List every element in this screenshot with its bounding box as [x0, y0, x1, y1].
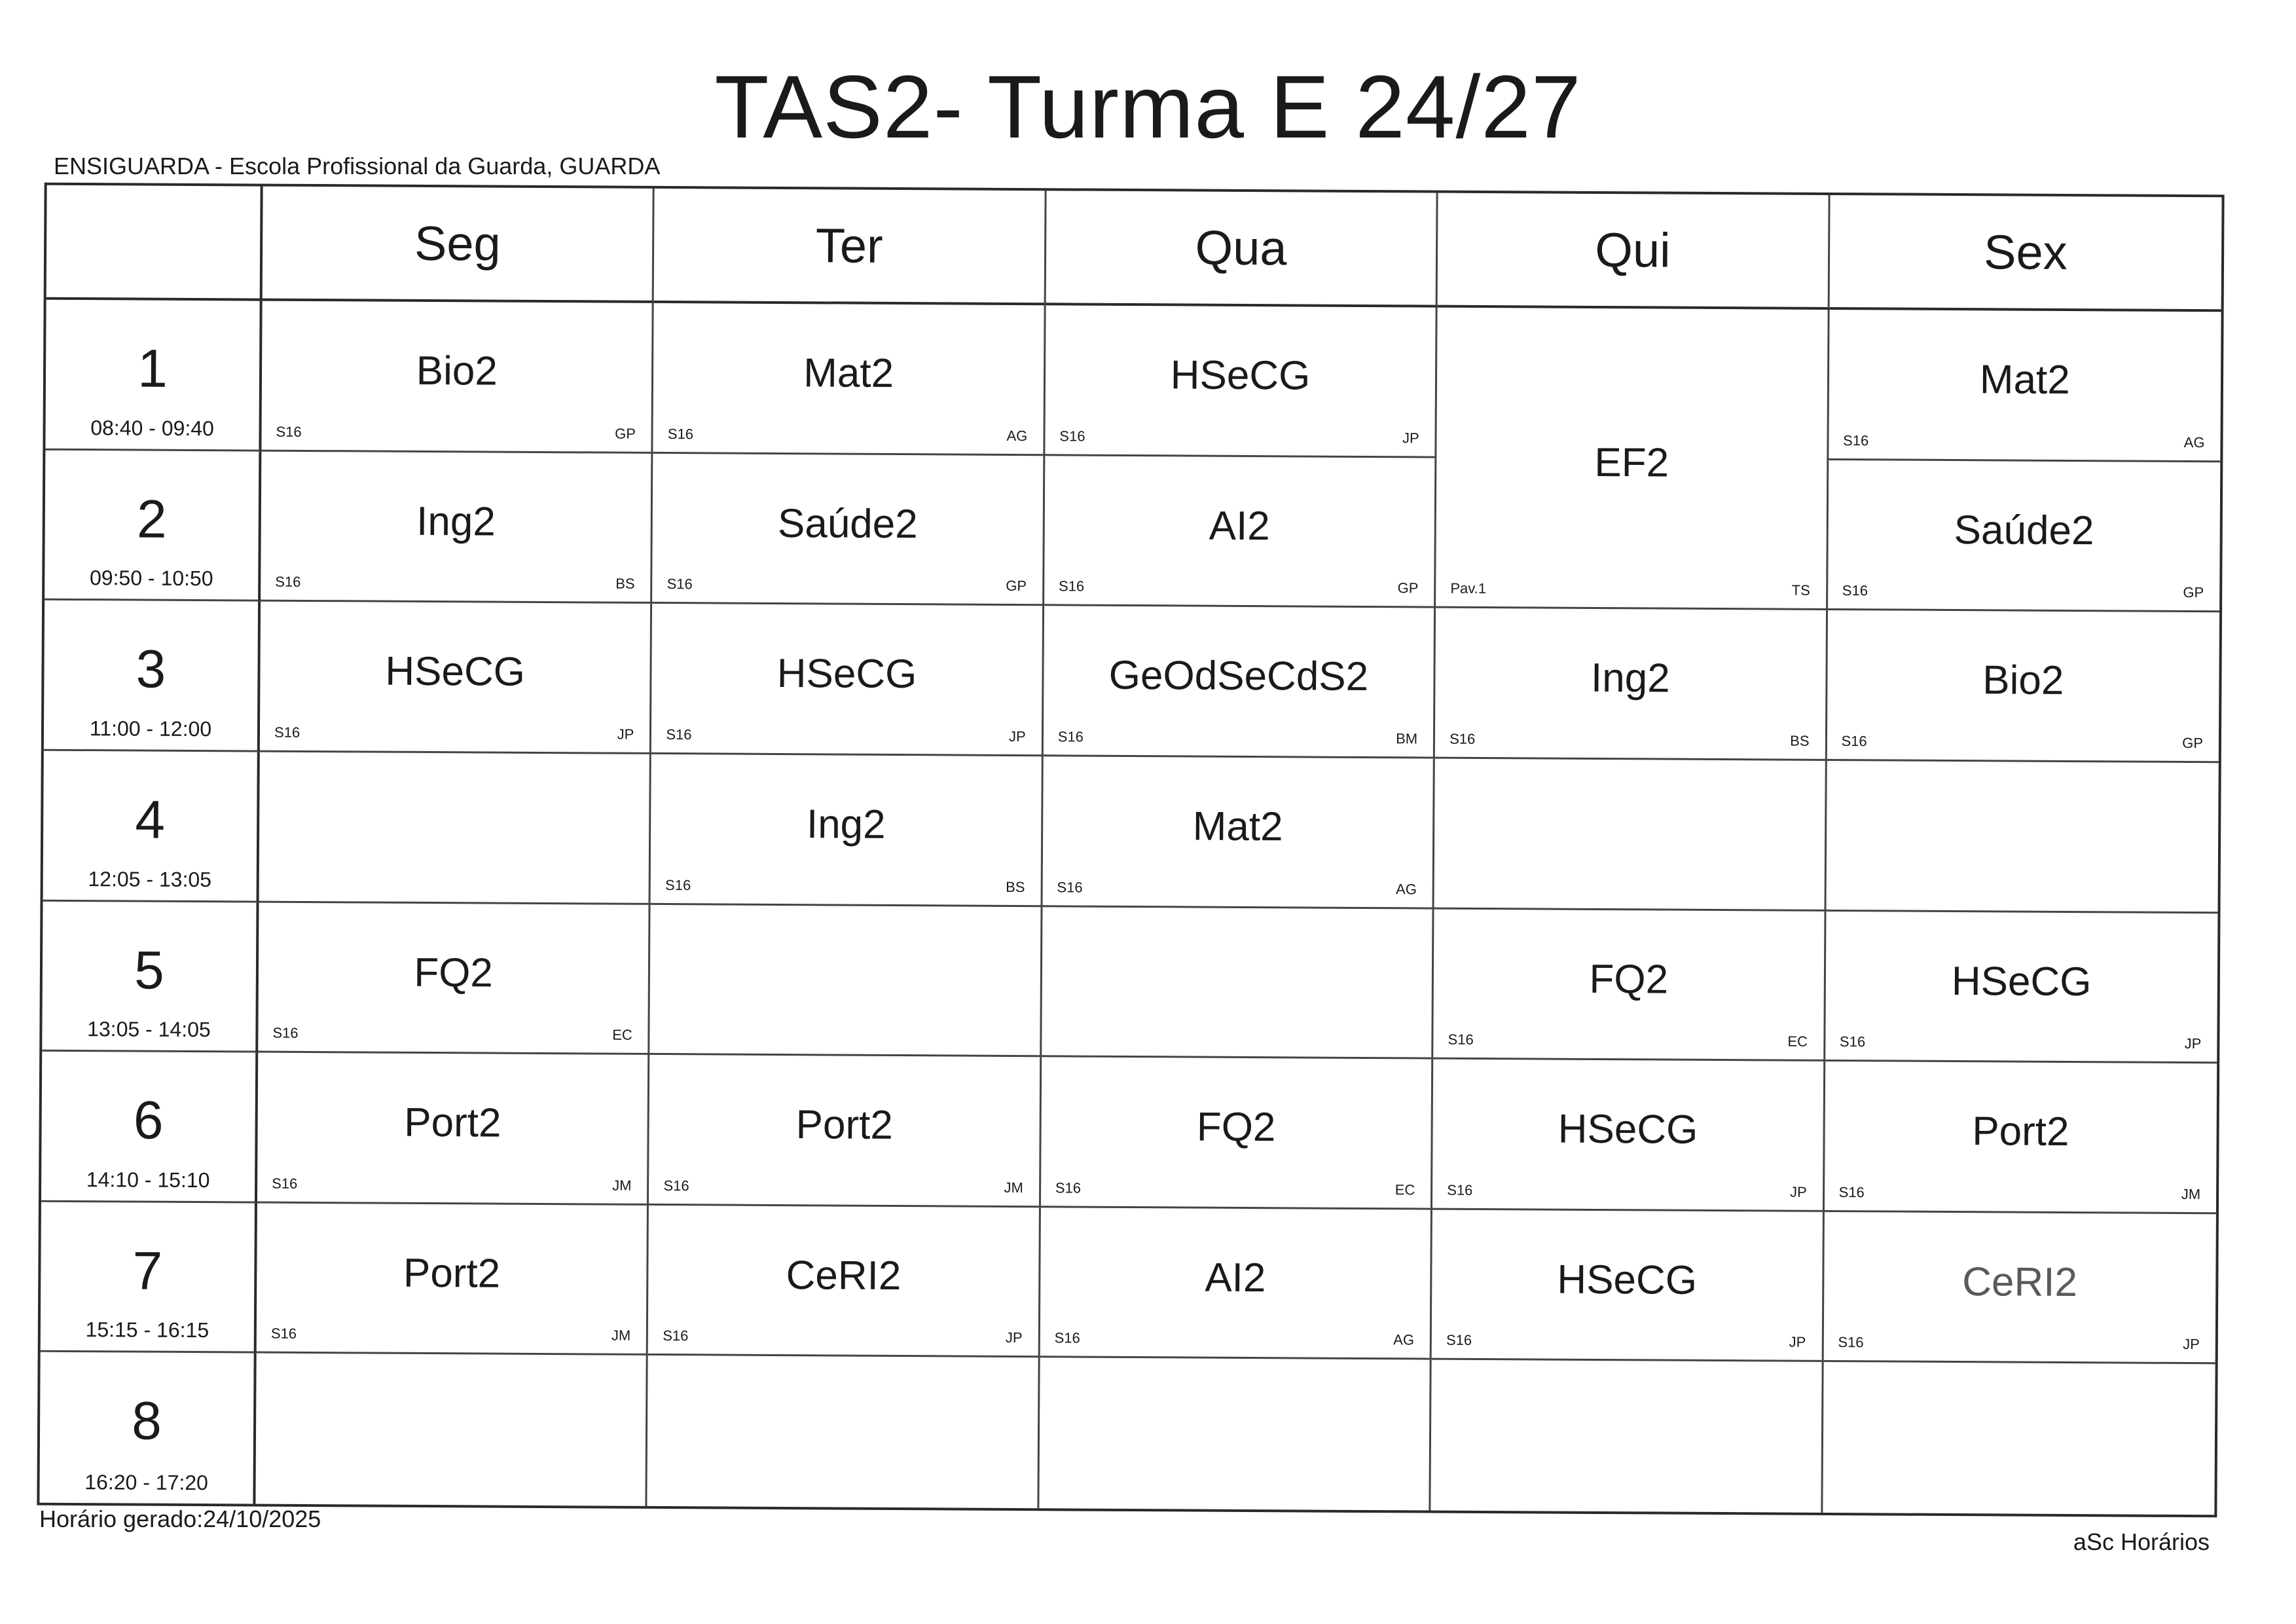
period-time: 12:05 - 13:05: [88, 866, 212, 891]
lesson-teacher: JP: [2184, 1035, 2202, 1052]
empty-cell: [1039, 1358, 1432, 1511]
lesson-cell: [648, 1206, 1041, 1358]
day-header-qui: Qui: [1438, 193, 1830, 310]
lesson-room: S16: [663, 1327, 689, 1344]
empty-cell: [647, 1356, 1040, 1508]
lesson-teacher: EC: [1394, 1181, 1415, 1198]
empty-cell: [1042, 907, 1434, 1060]
period-number: 3: [136, 639, 166, 700]
lesson-teacher: BM: [1396, 730, 1418, 747]
period-8: [39, 1352, 256, 1504]
period-time: 14:10 - 15:10: [86, 1167, 210, 1192]
period-1: [45, 300, 262, 451]
lesson-room: S16: [1447, 1181, 1473, 1198]
lesson-teacher: JM: [1004, 1179, 1023, 1196]
lesson-room: S16: [666, 576, 693, 593]
lesson-subject: AI2: [1209, 503, 1270, 549]
empty-cell: [1823, 1362, 2215, 1515]
lesson-room: S16: [1838, 1183, 1865, 1201]
lesson-subject: HSeCG: [776, 651, 917, 697]
school-name: ENSIGUARDA - Escola Profissional da Guarda, GUARDA: [54, 153, 661, 179]
lesson-teacher: GP: [2182, 734, 2204, 752]
lesson-subject: Bio2: [416, 348, 498, 394]
period-3: [44, 600, 261, 752]
period-number: 7: [132, 1241, 163, 1301]
lesson-room: S16: [270, 1325, 297, 1342]
empty-cell: [1434, 758, 1827, 911]
lesson-subject: Port2: [404, 1099, 501, 1146]
empty-cell: [1826, 761, 2219, 913]
lesson-cell: [651, 754, 1044, 907]
lesson-teacher: GP: [1006, 578, 1027, 595]
lesson-teacher: JM: [2181, 1185, 2201, 1202]
lesson-cell: [258, 902, 651, 1055]
lesson-cell: [1044, 606, 1436, 759]
lesson-subject: Mat2: [1192, 803, 1283, 850]
lesson-teacher: TS: [1791, 581, 1810, 599]
lesson-cell: [257, 1053, 650, 1206]
lesson-room: S16: [663, 1177, 689, 1194]
lesson-room: S16: [276, 423, 302, 440]
lesson-room: S16: [1449, 730, 1476, 747]
lesson-cell: [1433, 909, 1826, 1061]
lesson-cell: [649, 1055, 1042, 1208]
lesson-cell: [1825, 1061, 2217, 1214]
lesson-room: S16: [1059, 428, 1085, 445]
lesson-subject: HSeCG: [385, 648, 526, 695]
lesson-cell: [1040, 1208, 1432, 1360]
lesson-cell: [652, 454, 1045, 606]
lesson-room: S16: [1838, 1334, 1864, 1351]
lesson-subject: Ing2: [416, 498, 496, 545]
lesson-subject: Mat2: [1979, 357, 2070, 403]
lesson-subject: HSeCG: [1557, 1257, 1698, 1303]
lesson-subject: AI2: [1205, 1255, 1266, 1301]
lesson-room: S16: [665, 876, 691, 893]
day-header-qua: Qua: [1046, 191, 1438, 307]
lesson-cell: [1432, 1060, 1825, 1212]
period-number: 1: [137, 339, 168, 399]
lesson-teacher: EC: [1787, 1033, 1808, 1050]
lesson-teacher: AG: [1395, 880, 1417, 897]
period-5: [42, 901, 259, 1052]
lesson-subject: Mat2: [803, 350, 894, 396]
lesson-room: S16: [272, 1175, 298, 1192]
lesson-cell: [653, 303, 1046, 456]
lesson-teacher: BS: [615, 575, 635, 593]
lesson-cell: [1041, 1057, 1434, 1209]
period-number: 4: [135, 790, 166, 850]
lesson-room: S16: [667, 425, 694, 442]
lesson-room: S16: [1842, 582, 1868, 599]
empty-cell: [259, 752, 652, 904]
lesson-room: S16: [275, 573, 301, 591]
lesson-subject: Saúde2: [777, 500, 918, 547]
period-number: 8: [132, 1391, 162, 1452]
lesson-teacher: AG: [1393, 1331, 1415, 1348]
timetable-grid: [37, 183, 2224, 1518]
lesson-room: S16: [666, 726, 692, 743]
day-header-sex: Sex: [1829, 195, 2221, 312]
lesson-cell: [1045, 305, 1438, 458]
period-number: 2: [136, 489, 167, 549]
lesson-cell: [1823, 1212, 2216, 1365]
day-header-seg: Seg: [263, 187, 655, 303]
period-time: 08:40 - 09:40: [90, 415, 214, 440]
lesson-room: S16: [274, 724, 301, 741]
lesson-teacher: BS: [1790, 732, 1810, 749]
lesson-cell: [1044, 456, 1437, 608]
period-7: [41, 1202, 257, 1353]
lesson-cell: [1829, 310, 2221, 462]
period-2: [45, 450, 261, 601]
period-time: 11:00 - 12:00: [89, 716, 212, 741]
lesson-room: S16: [1055, 1179, 1082, 1196]
period-number: 5: [134, 940, 165, 1001]
lesson-teacher: AG: [2183, 434, 2205, 451]
lesson-subject: HSeCG: [1951, 958, 2092, 1005]
lesson-subject: Saúde2: [1954, 507, 2094, 553]
lesson-subject: Ing2: [806, 802, 886, 847]
lesson-teacher: JP: [1789, 1334, 1806, 1351]
lesson-subject: EF2: [1594, 439, 1669, 486]
lesson-room: S16: [1054, 1329, 1080, 1346]
lesson-teacher: JP: [1402, 429, 1419, 447]
lesson-room: S16: [1448, 1031, 1474, 1048]
lesson-teacher: JP: [1009, 728, 1026, 745]
lesson-teacher: JP: [2183, 1336, 2200, 1353]
lesson-cell: [1042, 756, 1435, 909]
period-number: 6: [133, 1090, 164, 1151]
lesson-room: S16: [1843, 432, 1869, 449]
lesson-teacher: JM: [612, 1177, 632, 1194]
period-time: 13:05 - 14:05: [87, 1017, 211, 1042]
lesson-subject: FQ2: [1196, 1104, 1276, 1151]
lesson-room: S16: [1058, 578, 1085, 595]
empty-cell: [255, 1354, 648, 1506]
period-time: 09:50 - 10:50: [89, 566, 213, 591]
lesson-subject: FQ2: [1589, 956, 1669, 1003]
lesson-teacher: GP: [2183, 584, 2204, 601]
lesson-cell: [1432, 1209, 1825, 1362]
lesson-teacher: JM: [611, 1327, 631, 1344]
lesson-subject: Port2: [403, 1250, 501, 1297]
lesson-cell: [1436, 308, 1829, 611]
lesson-teacher: BS: [1006, 878, 1025, 895]
period-time: 15:15 - 16:15: [85, 1318, 210, 1342]
empty-cell: [1431, 1360, 1824, 1513]
lesson-cell: [1827, 610, 2219, 763]
lesson-teacher: EC: [612, 1026, 632, 1043]
period-4: [43, 751, 260, 902]
lesson-cell: [1435, 608, 1828, 761]
generated-date: Horário gerado:24/10/2025: [39, 1505, 321, 1532]
lesson-room: S16: [1057, 728, 1084, 745]
lesson-teacher: JP: [617, 726, 634, 743]
lesson-cell: [257, 1203, 649, 1356]
lesson-cell: [260, 602, 653, 754]
lesson-room: S16: [1841, 732, 1867, 750]
lesson-cell: [1825, 911, 2218, 1063]
lesson-subject: Bio2: [1982, 657, 2064, 704]
period-6: [41, 1052, 258, 1203]
lesson-teacher: AG: [1006, 427, 1028, 444]
lesson-subject: GeOdSeCdS2: [1108, 653, 1369, 700]
lesson-teacher: JP: [1005, 1329, 1023, 1346]
lesson-teacher: GP: [615, 425, 636, 442]
lesson-room: S16: [1057, 878, 1083, 896]
lesson-room: S16: [272, 1024, 299, 1042]
day-header-ter: Ter: [654, 189, 1046, 305]
lesson-subject: Ing2: [1590, 655, 1670, 701]
lesson-subject: HSeCG: [1170, 352, 1311, 399]
software-brand: aSc Horários: [2073, 1528, 2210, 1555]
lesson-teacher: JP: [1789, 1183, 1807, 1200]
lesson-subject: FQ2: [414, 950, 494, 996]
lesson-subject: Port2: [795, 1102, 894, 1149]
lesson-cell: [1828, 460, 2221, 613]
lesson-subject: CeRI2: [1962, 1259, 2078, 1305]
lesson-cell: [651, 604, 1044, 756]
lesson-subject: HSeCG: [1558, 1106, 1698, 1153]
period-time: 16:20 - 17:20: [84, 1470, 208, 1495]
lesson-room: S16: [1839, 1033, 1866, 1050]
empty-cell: [650, 904, 1043, 1057]
lesson-cell: [261, 301, 654, 454]
grid-corner: [46, 185, 263, 301]
page-title: TAS2- Turma E 24/27: [714, 57, 1582, 157]
lesson-room: Pav.1: [1450, 580, 1487, 597]
lesson-subject: CeRI2: [786, 1252, 902, 1299]
lesson-subject: Port2: [1972, 1109, 2069, 1155]
lesson-cell: [261, 451, 653, 604]
lesson-room: S16: [1446, 1332, 1472, 1349]
lesson-teacher: GP: [1397, 580, 1419, 597]
